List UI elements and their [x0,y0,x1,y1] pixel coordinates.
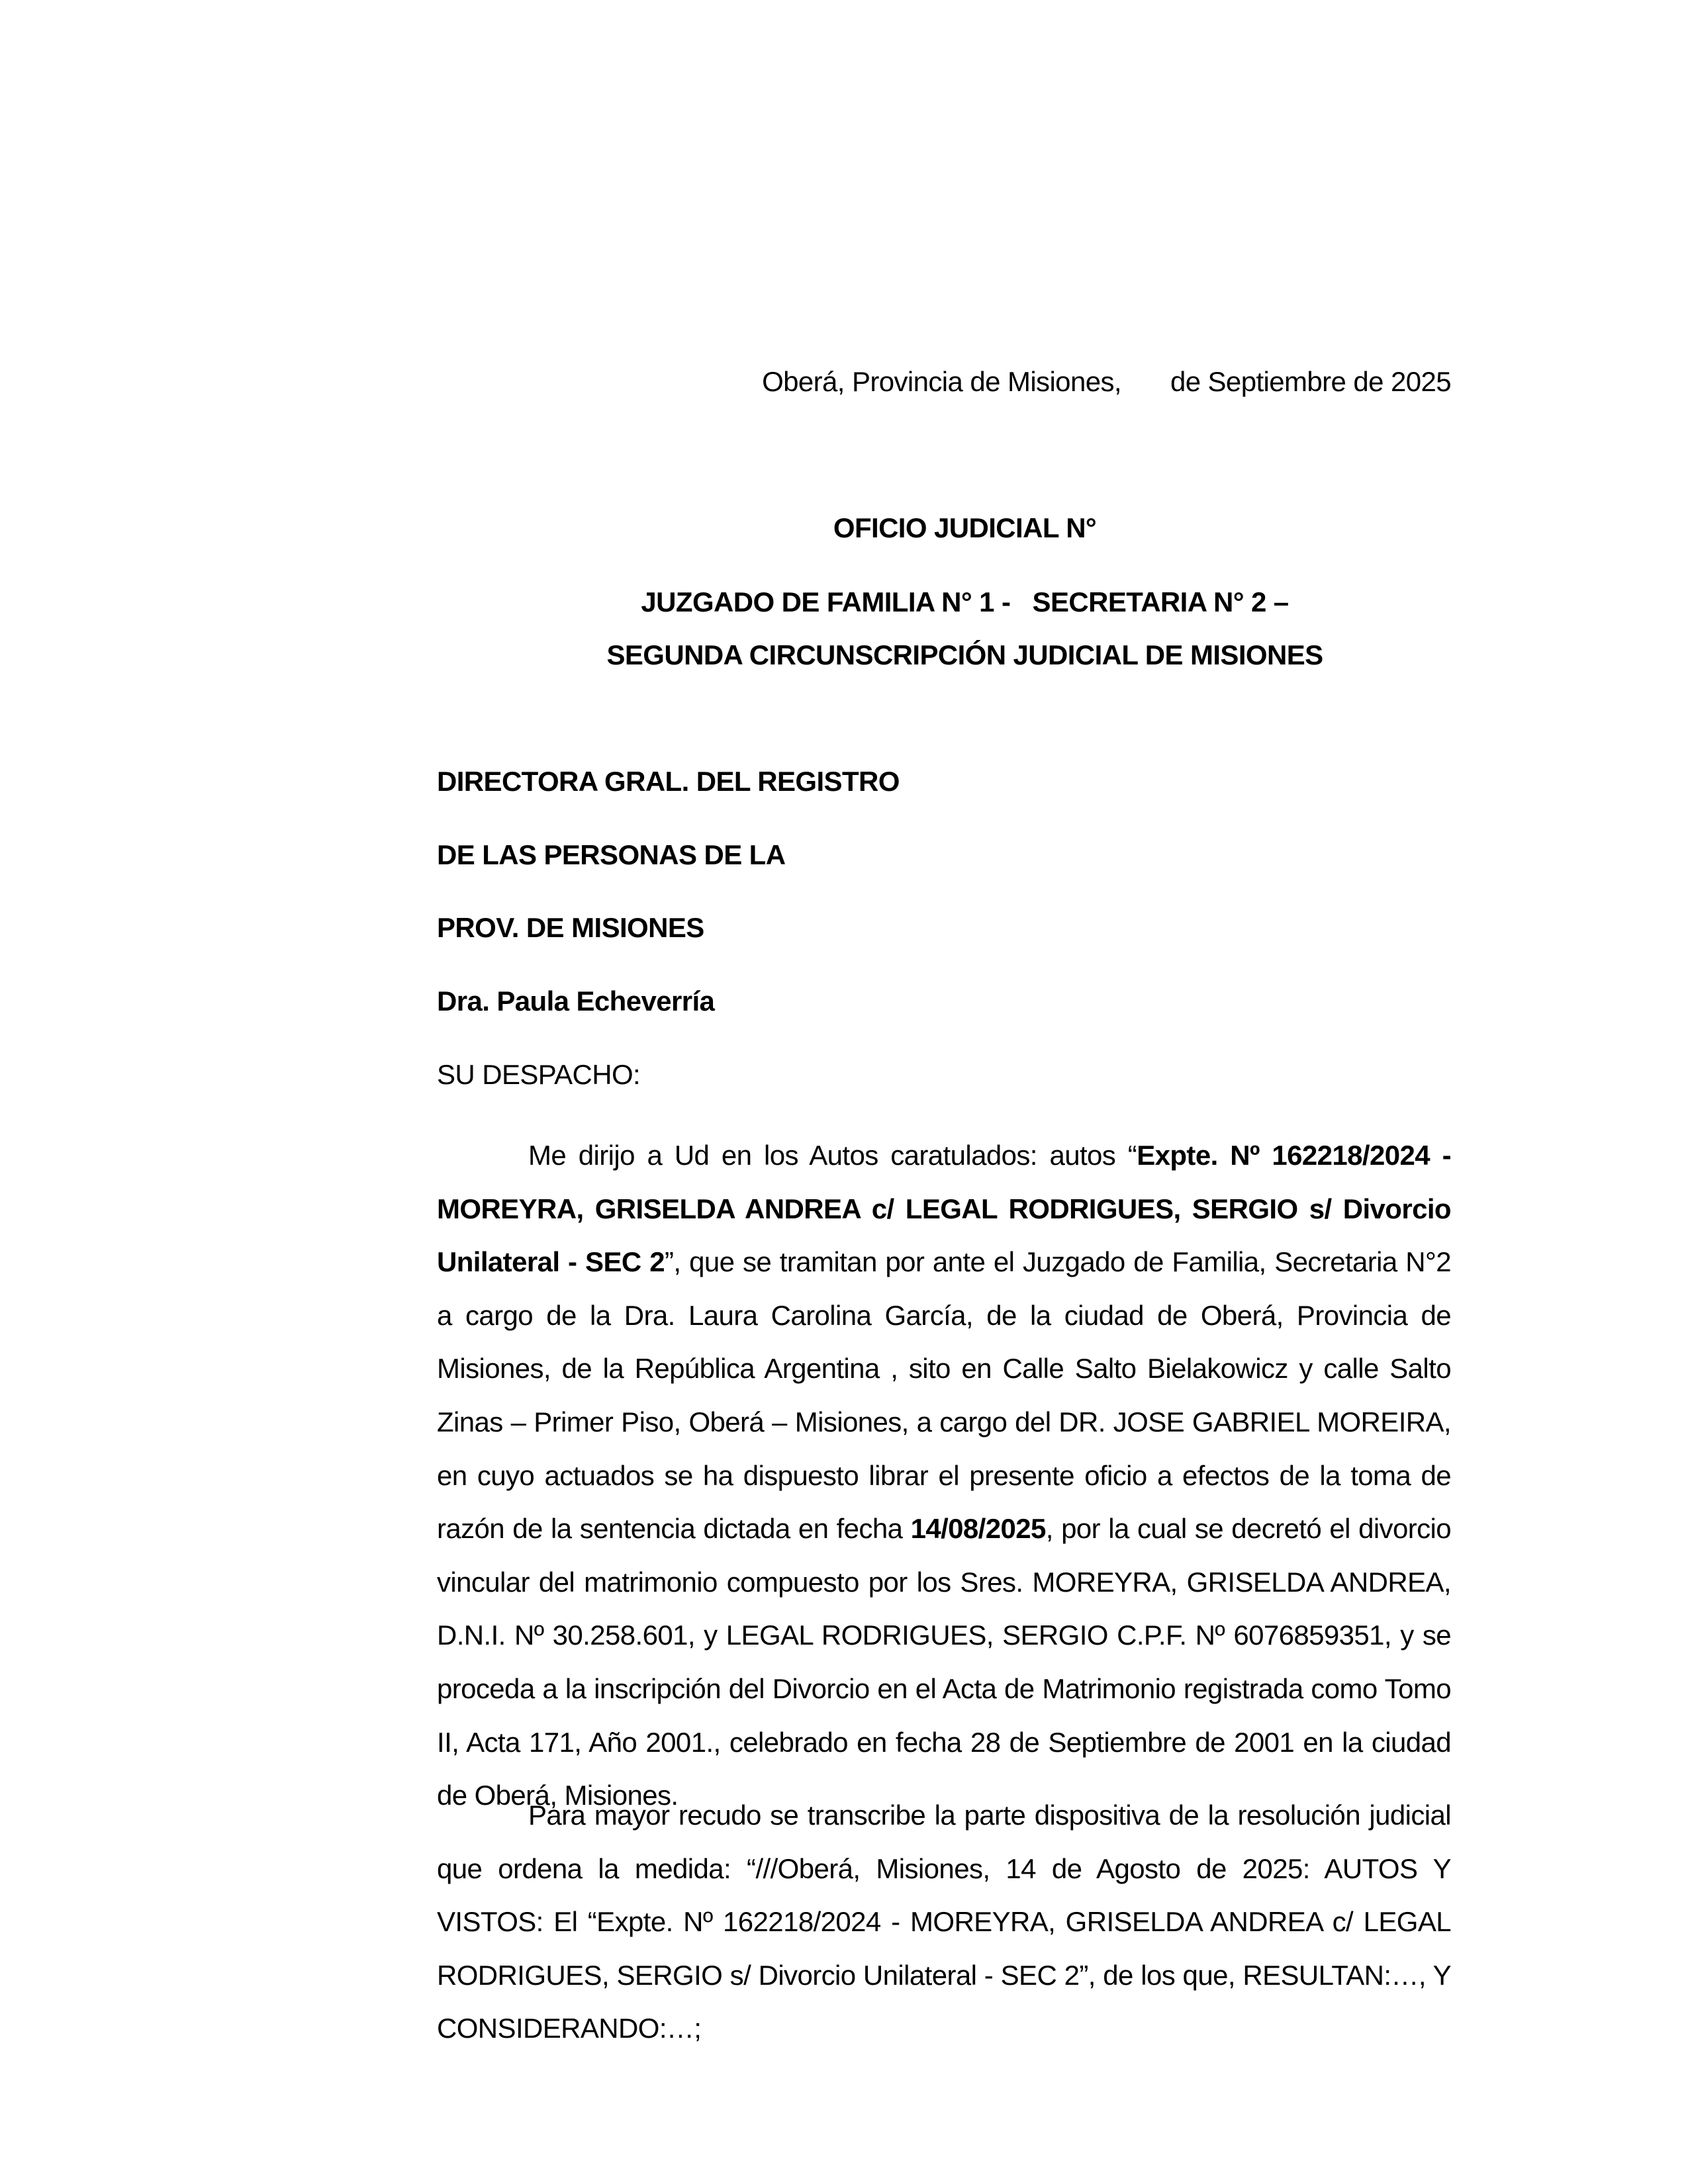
case-reference: Expte. Nº 162218/2024 - MOREYRA, GRISELDA ANDREA c/ LEGAL RODRIGUES, SERGIO s/ Divorcio Unilateral - SEC 2 [437,1140,1451,1278]
court-line-1: JUZGADO DE FAMILIA N° 1 - SECRETARIA N° 2 – [641,586,1289,617]
paragraph1-body-1: ”, que se tramitan por ante el Juzgado de Familia, Secretaria N°2 a cargo de la Dra. Laura Carolina García, de la ciudad de Oberá, Provincia de Misiones, de la República Argentina , sito en Calle Salto Bielakowicz y calle Salto Zinas – Primer Piso, Oberá – Misiones, a cargo del DR. JOSE GABRIEL MOREIRA, en cuyo actuados se ha dispuesto librar el presente oficio a efectos de la toma de razón de la sentencia dictada en fecha [437,1246,1451,1545]
addressee-name: Dra. Paula Echeverría [437,985,715,1017]
date-line [762,363,1451,401]
salutation: SU DESPACHO: [437,1059,641,1090]
paragraph2-text: Para mayor recudo se transcribe la parte dispositiva de la resolución judicial que ordena la medida: “///Oberá, Misiones, 14 de Agosto de 2025: AUTOS Y VISTOS: El “Expte. Nº 162218/2024 - MOREYRA, GRISELDA ANDREA c/ LEGAL RODRIGUES, SERGIO s/ Divorcio Unilateral - SEC 2”, de los que, RESULTAN:…, Y CONSIDERANDO:…; [437,1799,1451,2044]
addressee-line-1: DIRECTORA GRAL. DEL REGISTRO [437,766,900,797]
date-value: de Septiembre de 2025 [1170,366,1451,397]
addressee-line-2: DE LAS PERSONAS DE LA [437,839,786,870]
addressee-line-3: PROV. DE MISIONES [437,912,704,943]
date-place: Oberá, Provincia de Misiones, [762,366,1121,397]
sentence-date: 14/08/2025 [910,1513,1046,1545]
body-paragraph-1 [437,1129,1451,1823]
paragraph1-body-2: , por la cual se decretó el divorcio vincular del matrimonio compuesto por los Sres. MOREYRA, GRISELDA ANDREA, D.N.I. Nº 30.258.601, y LEGAL RODRIGUES, SERGIO C.P.F. Nº 6076859351, y se proceda a la inscripción del Divorcio en el Acta de Matrimonio registrada como Tomo II, Acta 171, Año 2001., celebrado en fecha 28 de Septiembre de 2001 en la ciudad de Oberá, Misiones. [437,1513,1451,1811]
paragraph1-intro: Me dirijo a Ud en los Autos caratulados: autos “ [528,1140,1137,1171]
oficio-title: OFICIO JUDICIAL N° [833,512,1097,543]
body-paragraph-2 [437,1789,1451,2056]
court-line-2: SEGUNDA CIRCUNSCRIPCIÓN JUDICIAL DE MISIONES [606,639,1323,670]
